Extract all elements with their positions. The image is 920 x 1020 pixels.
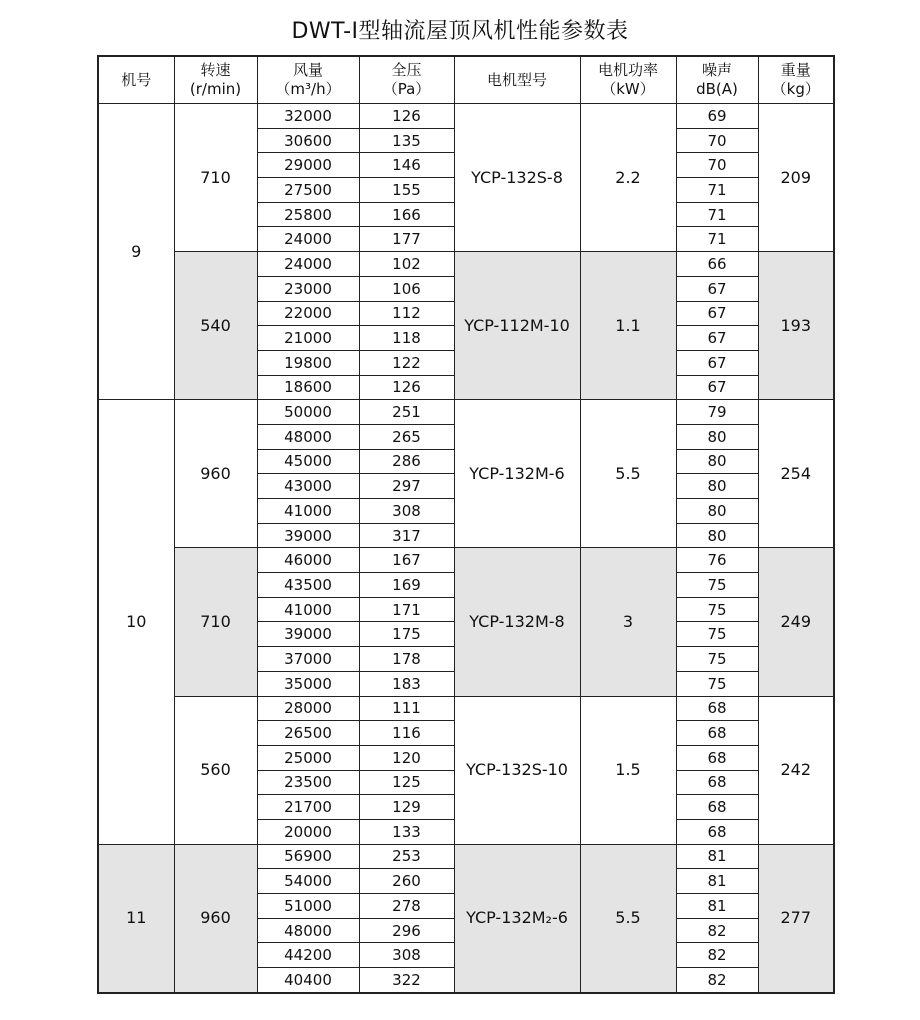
airflow-cell: 41000 [257, 597, 359, 622]
speed-cell: 960 [174, 400, 257, 548]
machine-number-cell: 9 [98, 104, 174, 400]
airflow-cell: 26500 [257, 721, 359, 746]
noise-cell: 67 [676, 326, 758, 351]
header-pressure: 全压 （Pa） [359, 56, 454, 104]
pressure-cell: 278 [359, 894, 454, 919]
airflow-cell: 45000 [257, 449, 359, 474]
noise-cell: 81 [676, 894, 758, 919]
pressure-cell: 112 [359, 301, 454, 326]
header-motor-model: 电机型号 [454, 56, 580, 104]
noise-cell: 82 [676, 968, 758, 993]
weight-cell: 242 [758, 696, 834, 844]
pressure-cell: 177 [359, 227, 454, 252]
noise-cell: 71 [676, 178, 758, 203]
motor-power-cell: 5.5 [580, 400, 676, 548]
noise-cell: 80 [676, 424, 758, 449]
pressure-cell: 166 [359, 202, 454, 227]
noise-cell: 68 [676, 770, 758, 795]
airflow-cell: 23500 [257, 770, 359, 795]
speed-cell: 540 [174, 252, 257, 400]
header-speed: 转速 (r/min) [174, 56, 257, 104]
noise-cell: 68 [676, 795, 758, 820]
speed-cell: 960 [174, 844, 257, 993]
airflow-cell: 44200 [257, 943, 359, 968]
noise-cell: 75 [676, 597, 758, 622]
pressure-cell: 308 [359, 943, 454, 968]
airflow-cell: 22000 [257, 301, 359, 326]
weight-cell: 209 [758, 104, 834, 252]
pressure-cell: 296 [359, 918, 454, 943]
noise-cell: 70 [676, 153, 758, 178]
speed-cell: 560 [174, 696, 257, 844]
header-airflow: 风量 （m³/h） [257, 56, 359, 104]
pressure-cell: 175 [359, 622, 454, 647]
pressure-cell: 133 [359, 819, 454, 844]
noise-cell: 82 [676, 918, 758, 943]
pressure-cell: 322 [359, 968, 454, 993]
noise-cell: 80 [676, 523, 758, 548]
airflow-cell: 39000 [257, 622, 359, 647]
airflow-cell: 20000 [257, 819, 359, 844]
noise-cell: 75 [676, 622, 758, 647]
airflow-cell: 43500 [257, 573, 359, 598]
airflow-cell: 24000 [257, 252, 359, 277]
pressure-cell: 253 [359, 844, 454, 869]
noise-cell: 82 [676, 943, 758, 968]
motor-model-cell: YCP-132S-8 [454, 104, 580, 252]
noise-cell: 81 [676, 844, 758, 869]
table-row [98, 696, 834, 721]
table-body [98, 104, 834, 993]
weight-cell: 277 [758, 844, 834, 993]
airflow-cell: 29000 [257, 153, 359, 178]
pressure-cell: 116 [359, 721, 454, 746]
motor-model-cell: YCP-132M-8 [454, 548, 580, 696]
pressure-cell: 129 [359, 795, 454, 820]
noise-cell: 67 [676, 375, 758, 400]
pressure-cell: 125 [359, 770, 454, 795]
pressure-cell: 122 [359, 350, 454, 375]
header-noise: 噪声 dB(A) [676, 56, 758, 104]
motor-power-cell: 1.1 [580, 252, 676, 400]
pressure-cell: 111 [359, 696, 454, 721]
pressure-cell: 169 [359, 573, 454, 598]
pressure-cell: 183 [359, 671, 454, 696]
performance-table [97, 55, 835, 994]
motor-model-cell: YCP-132M-6 [454, 400, 580, 548]
noise-cell: 80 [676, 449, 758, 474]
motor-power-cell: 2.2 [580, 104, 676, 252]
noise-cell: 68 [676, 721, 758, 746]
noise-cell: 68 [676, 745, 758, 770]
airflow-cell: 32000 [257, 104, 359, 129]
pressure-cell: 102 [359, 252, 454, 277]
airflow-cell: 56900 [257, 844, 359, 869]
airflow-cell: 43000 [257, 474, 359, 499]
airflow-cell: 48000 [257, 918, 359, 943]
pressure-cell: 126 [359, 375, 454, 400]
airflow-cell: 25000 [257, 745, 359, 770]
noise-cell: 79 [676, 400, 758, 425]
table-row [98, 844, 834, 869]
airflow-cell: 28000 [257, 696, 359, 721]
airflow-cell: 18600 [257, 375, 359, 400]
noise-cell: 75 [676, 671, 758, 696]
noise-cell: 67 [676, 276, 758, 301]
motor-power-cell: 3 [580, 548, 676, 696]
pressure-cell: 265 [359, 424, 454, 449]
table-row [98, 252, 834, 277]
pressure-cell: 286 [359, 449, 454, 474]
motor-power-cell: 1.5 [580, 696, 676, 844]
airflow-cell: 27500 [257, 178, 359, 203]
pressure-cell: 308 [359, 499, 454, 524]
airflow-cell: 37000 [257, 647, 359, 672]
speed-cell: 710 [174, 104, 257, 252]
motor-power-cell: 5.5 [580, 844, 676, 993]
header-machine: 机号 [98, 56, 174, 104]
pressure-cell: 120 [359, 745, 454, 770]
header-row [98, 56, 834, 104]
weight-cell: 254 [758, 400, 834, 548]
weight-cell: 193 [758, 252, 834, 400]
table-row [98, 548, 834, 573]
airflow-cell: 25800 [257, 202, 359, 227]
noise-cell: 69 [676, 104, 758, 129]
noise-cell: 80 [676, 474, 758, 499]
page-title: DWT-I型轴流屋顶风机性能参数表 [291, 19, 629, 44]
pressure-cell: 167 [359, 548, 454, 573]
airflow-cell: 30600 [257, 128, 359, 153]
airflow-cell: 39000 [257, 523, 359, 548]
noise-cell: 71 [676, 202, 758, 227]
noise-cell: 66 [676, 252, 758, 277]
pressure-cell: 297 [359, 474, 454, 499]
noise-cell: 68 [676, 819, 758, 844]
noise-cell: 76 [676, 548, 758, 573]
pressure-cell: 171 [359, 597, 454, 622]
pressure-cell: 260 [359, 869, 454, 894]
noise-cell: 75 [676, 647, 758, 672]
airflow-cell: 24000 [257, 227, 359, 252]
noise-cell: 70 [676, 128, 758, 153]
airflow-cell: 23000 [257, 276, 359, 301]
airflow-cell: 21000 [257, 326, 359, 351]
airflow-cell: 19800 [257, 350, 359, 375]
header-motor-power: 电机功率 （kW） [580, 56, 676, 104]
motor-model-cell: YCP-132M₂-6 [454, 844, 580, 993]
airflow-cell: 21700 [257, 795, 359, 820]
airflow-cell: 35000 [257, 671, 359, 696]
table-row [98, 104, 834, 129]
airflow-cell: 51000 [257, 894, 359, 919]
pressure-cell: 135 [359, 128, 454, 153]
noise-cell: 68 [676, 696, 758, 721]
pressure-cell: 251 [359, 400, 454, 425]
noise-cell: 75 [676, 573, 758, 598]
noise-cell: 67 [676, 301, 758, 326]
pressure-cell: 155 [359, 178, 454, 203]
pressure-cell: 126 [359, 104, 454, 129]
machine-number-cell: 10 [98, 400, 174, 844]
airflow-cell: 50000 [257, 400, 359, 425]
machine-number-cell: 11 [98, 844, 174, 993]
speed-cell: 710 [174, 548, 257, 696]
noise-cell: 71 [676, 227, 758, 252]
pressure-cell: 178 [359, 647, 454, 672]
weight-cell: 249 [758, 548, 834, 696]
airflow-cell: 41000 [257, 499, 359, 524]
airflow-cell: 40400 [257, 968, 359, 993]
header-weight: 重量 （kg） [758, 56, 834, 104]
noise-cell: 67 [676, 350, 758, 375]
airflow-cell: 48000 [257, 424, 359, 449]
noise-cell: 81 [676, 869, 758, 894]
pressure-cell: 146 [359, 153, 454, 178]
airflow-cell: 54000 [257, 869, 359, 894]
airflow-cell: 46000 [257, 548, 359, 573]
noise-cell: 80 [676, 499, 758, 524]
table-row [98, 400, 834, 425]
motor-model-cell: YCP-132S-10 [454, 696, 580, 844]
pressure-cell: 106 [359, 276, 454, 301]
pressure-cell: 118 [359, 326, 454, 351]
motor-model-cell: YCP-112M-10 [454, 252, 580, 400]
pressure-cell: 317 [359, 523, 454, 548]
